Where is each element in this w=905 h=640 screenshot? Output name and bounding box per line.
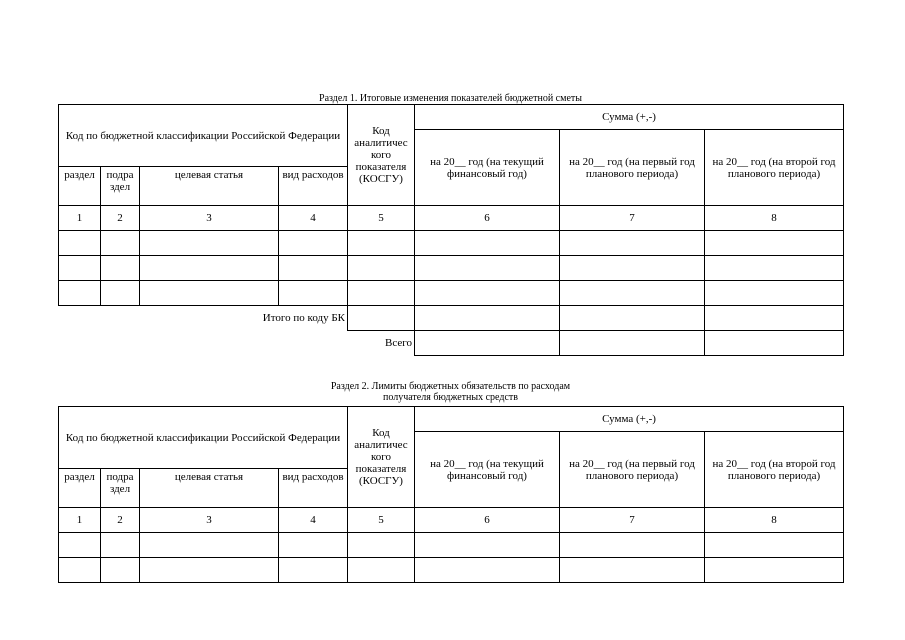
table-row xyxy=(59,256,844,281)
table-cell[interactable] xyxy=(705,558,844,583)
table-row xyxy=(59,281,844,306)
podrazdel-header: подра здел xyxy=(101,469,140,508)
sum-header: Сумма (+,-) xyxy=(415,407,844,432)
vid-header: вид расходов xyxy=(279,469,348,508)
table-cell[interactable] xyxy=(140,231,279,256)
col-num: 5 xyxy=(348,508,415,533)
table-cell[interactable] xyxy=(560,281,705,306)
section1-title: Раздел 1. Итоговые изменения показателей бюджетной сметы xyxy=(319,93,582,104)
table-cell[interactable] xyxy=(101,231,140,256)
table-cell[interactable] xyxy=(560,331,705,356)
table-cell[interactable] xyxy=(415,306,560,331)
bk-code-header: Код по бюджетной классификации Российской Федерации xyxy=(59,105,348,167)
table-cell[interactable] xyxy=(279,256,348,281)
table-cell[interactable] xyxy=(279,533,348,558)
itogo-row xyxy=(59,306,844,331)
kosgu-header: Код аналитичес кого показателя (КОСГУ) xyxy=(348,407,415,508)
col-num: 8 xyxy=(705,206,844,231)
year-current-header: на 20__ год (на текущий финансовый год) xyxy=(415,130,560,206)
table-cell[interactable] xyxy=(705,231,844,256)
table-cell[interactable] xyxy=(415,256,560,281)
col-num: 3 xyxy=(140,206,279,231)
section2-table xyxy=(58,406,844,583)
section2-title-line1: Раздел 2. Лимиты бюджетных обязательств по расходам xyxy=(330,381,571,392)
table-cell[interactable] xyxy=(140,256,279,281)
table-cell[interactable] xyxy=(101,533,140,558)
col-num: 3 xyxy=(140,508,279,533)
column-numbers-row xyxy=(59,508,844,533)
table-cell[interactable] xyxy=(101,558,140,583)
kosgu-header: Код аналитичес кого показателя (КОСГУ) xyxy=(348,105,415,206)
year-current-header: на 20__ год (на текущий финансовый год) xyxy=(415,432,560,508)
table-cell[interactable] xyxy=(560,231,705,256)
table-cell[interactable] xyxy=(101,281,140,306)
table-cell[interactable] xyxy=(348,256,415,281)
podrazdel-header: подра здел xyxy=(101,167,140,206)
col-num: 4 xyxy=(279,206,348,231)
year-second-header: на 20__ год (на второй год планового периода) xyxy=(705,130,844,206)
col-num: 1 xyxy=(59,508,101,533)
vsego-label: Всего xyxy=(385,337,412,350)
table-cell[interactable] xyxy=(560,533,705,558)
table-row xyxy=(59,533,844,558)
col-num: 4 xyxy=(279,508,348,533)
table-cell[interactable] xyxy=(415,281,560,306)
razdel-header: раздел xyxy=(59,167,101,206)
table-cell[interactable] xyxy=(560,256,705,281)
vid-header: вид расходов xyxy=(279,167,348,206)
year-first-header: на 20__ год (на первый год планового периода) xyxy=(560,130,705,206)
col-num: 2 xyxy=(101,508,140,533)
col-num: 6 xyxy=(415,206,560,231)
table-cell[interactable] xyxy=(705,331,844,356)
table-cell[interactable] xyxy=(705,256,844,281)
table-cell[interactable] xyxy=(348,533,415,558)
year-second-header: на 20__ год (на второй год планового периода) xyxy=(705,432,844,508)
table-cell[interactable] xyxy=(560,306,705,331)
table-cell[interactable] xyxy=(705,306,844,331)
table-cell[interactable] xyxy=(140,533,279,558)
section1-table xyxy=(58,104,844,356)
col-num: 1 xyxy=(59,206,101,231)
table-cell[interactable] xyxy=(140,558,279,583)
tselevaya-header: целевая статья xyxy=(140,469,279,508)
table-cell[interactable] xyxy=(348,306,415,331)
table-cell[interactable] xyxy=(59,281,101,306)
table-cell[interactable] xyxy=(140,281,279,306)
itogo-label: Итого по коду БК xyxy=(59,306,348,331)
table-cell[interactable] xyxy=(101,256,140,281)
col-num: 6 xyxy=(415,508,560,533)
table-cell[interactable] xyxy=(279,281,348,306)
table-cell[interactable] xyxy=(59,558,101,583)
table-row xyxy=(59,231,844,256)
table-cell[interactable] xyxy=(348,231,415,256)
table-cell[interactable] xyxy=(705,533,844,558)
table-cell[interactable] xyxy=(415,558,560,583)
vsego-row xyxy=(59,331,844,356)
section2-title-line2: получателя бюджетных средств xyxy=(383,392,518,403)
table-cell[interactable] xyxy=(560,558,705,583)
col-num: 8 xyxy=(705,508,844,533)
column-numbers-row xyxy=(59,206,844,231)
table-cell[interactable] xyxy=(59,533,101,558)
col-num: 5 xyxy=(348,206,415,231)
table-cell[interactable] xyxy=(59,256,101,281)
table-cell[interactable] xyxy=(279,558,348,583)
table-cell[interactable] xyxy=(705,281,844,306)
sum-header: Сумма (+,-) xyxy=(415,105,844,130)
table-cell[interactable] xyxy=(348,281,415,306)
table-cell[interactable] xyxy=(59,231,101,256)
table-cell[interactable] xyxy=(348,558,415,583)
table-cell[interactable] xyxy=(415,331,560,356)
table-row xyxy=(59,558,844,583)
razdel-header: раздел xyxy=(59,469,101,508)
bk-code-header: Код по бюджетной классификации Российской Федерации xyxy=(59,407,348,469)
table-cell[interactable] xyxy=(415,533,560,558)
col-num: 7 xyxy=(560,206,705,231)
year-first-header: на 20__ год (на первый год планового периода) xyxy=(560,432,705,508)
section2-title xyxy=(58,381,843,403)
tselevaya-header: целевая статья xyxy=(140,167,279,206)
col-num: 2 xyxy=(101,206,140,231)
table-cell[interactable] xyxy=(415,231,560,256)
table-cell[interactable] xyxy=(279,231,348,256)
col-num: 7 xyxy=(560,508,705,533)
